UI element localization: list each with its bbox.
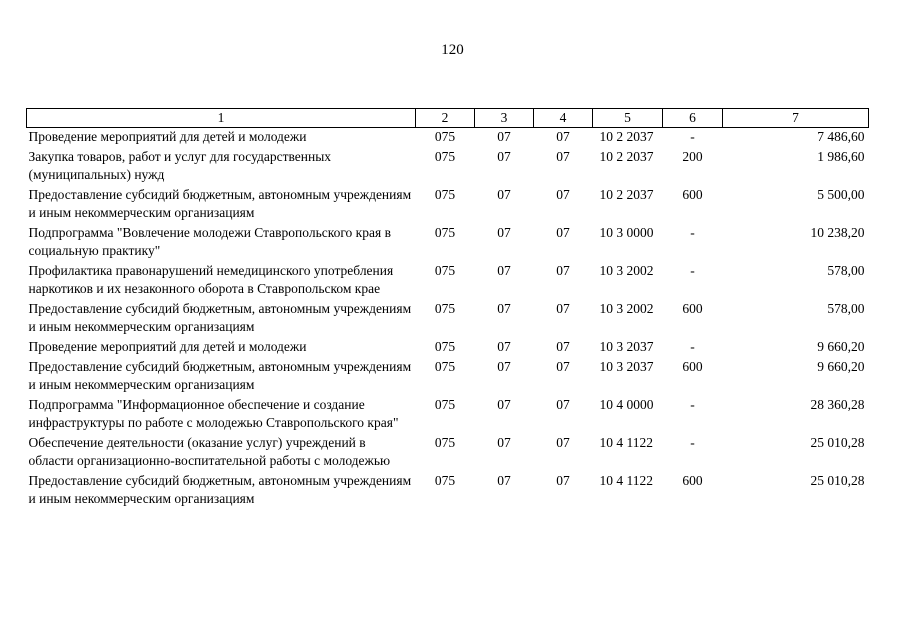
row-col3-cell: 07 [497, 263, 511, 278]
row-col2-cell: 075 [434, 339, 456, 354]
row-col7-cell: 9 660,20 [817, 359, 865, 374]
row-col5-cell: 10 3 0000 [599, 225, 654, 240]
row-col4-cell: 07 [556, 435, 570, 450]
row-name-cell: Предоставление субсидий бюджетным, автономным учреждениям и иным некоммерческим организациям [28, 187, 412, 220]
row-col7-cell: 28 360,28 [810, 397, 865, 412]
row-col6-cell: 600 [682, 301, 703, 316]
row-col5-cell: 10 2 2037 [599, 149, 654, 164]
header-row [27, 109, 869, 128]
row-col5-cell: 10 4 1122 [599, 435, 653, 450]
row-col5-cell: 10 2 2037 [599, 129, 654, 144]
row-col6-cell: 200 [682, 149, 703, 164]
row-col6-cell: - [690, 397, 695, 412]
row-col3-cell: 07 [497, 339, 511, 354]
row-col7-cell: 10 238,20 [810, 225, 865, 240]
row-col6-cell: - [690, 263, 695, 278]
row-name-cell: Подпрограмма "Информационное обеспечение и создание инфраструктуры по работе с молодежью Ставропольского края" [28, 397, 399, 430]
row-col4-cell: 07 [556, 473, 570, 488]
row-name-cell: Проведение мероприятий для детей и молодежи [28, 129, 307, 144]
row-name-cell: Предоставление субсидий бюджетным, автономным учреждениям и иным некоммерческим организациям [28, 473, 412, 506]
table-body [27, 128, 869, 511]
row-col6-cell: - [690, 129, 695, 144]
header-col-1: 1 [27, 109, 416, 128]
row-col5-cell: 10 2 2037 [599, 187, 654, 202]
table-row [27, 128, 869, 149]
row-col4-cell: 07 [556, 149, 570, 164]
row-col3-cell: 07 [497, 301, 511, 316]
row-col5-cell: 10 3 2002 [599, 301, 654, 316]
row-col7-cell: 5 500,00 [817, 187, 865, 202]
budget-table [26, 108, 869, 510]
row-col3-cell: 07 [497, 225, 511, 240]
header-col-2: 2 [416, 109, 475, 128]
row-name-cell: Предоставление субсидий бюджетным, автономным учреждениям и иным некоммерческим организациям [28, 301, 412, 334]
header-col-6: 6 [663, 109, 723, 128]
header-col-7: 7 [723, 109, 869, 128]
row-name-cell: Проведение мероприятий для детей и молодежи [28, 339, 307, 354]
row-col3-cell: 07 [497, 129, 511, 144]
row-col7-cell: 1 986,60 [817, 149, 865, 164]
row-col3-cell: 07 [497, 435, 511, 450]
row-col2-cell: 075 [434, 473, 456, 488]
row-col2-cell: 075 [434, 129, 456, 144]
row-name-cell: Обеспечение деятельности (оказание услуг) учреждений в области организационно-воспитательной работы с молодежью [28, 435, 391, 468]
table-row [27, 338, 869, 358]
table-row [27, 300, 869, 338]
row-col5-cell: 10 3 2037 [599, 339, 654, 354]
row-col5-cell: 10 4 1122 [599, 473, 653, 488]
row-col4-cell: 07 [556, 397, 570, 412]
row-col5-cell: 10 4 0000 [599, 397, 654, 412]
row-col6-cell: - [690, 339, 695, 354]
row-col7-cell: 578,00 [827, 263, 865, 278]
row-col2-cell: 075 [434, 187, 456, 202]
row-col2-cell: 075 [434, 225, 456, 240]
row-col2-cell: 075 [434, 301, 456, 316]
row-col4-cell: 07 [556, 225, 570, 240]
table-row [27, 262, 869, 300]
row-col6-cell: - [690, 225, 695, 240]
table-row [27, 472, 869, 510]
row-col6-cell: 600 [682, 187, 703, 202]
table-row [27, 186, 869, 224]
row-col2-cell: 075 [434, 435, 456, 450]
page-number: 120 [441, 42, 464, 58]
row-col4-cell: 07 [556, 339, 570, 354]
row-col6-cell: - [690, 435, 695, 450]
row-col7-cell: 25 010,28 [810, 473, 865, 488]
table-row [27, 358, 869, 396]
row-col7-cell: 7 486,60 [817, 129, 865, 144]
header-col-5: 5 [593, 109, 663, 128]
header-col-4: 4 [534, 109, 593, 128]
row-col2-cell: 075 [434, 263, 456, 278]
row-name-cell: Закупка товаров, работ и услуг для государственных (муниципальных) нужд [28, 149, 332, 182]
row-name-cell: Предоставление субсидий бюджетным, автономным учреждениям и иным некоммерческим организациям [28, 359, 412, 392]
row-col6-cell: 600 [682, 473, 703, 488]
row-col4-cell: 07 [556, 129, 570, 144]
table-header [27, 109, 869, 128]
row-col6-cell: 600 [682, 359, 703, 374]
table-row [27, 148, 869, 186]
row-col2-cell: 075 [434, 149, 456, 164]
row-col4-cell: 07 [556, 263, 570, 278]
table-row [27, 396, 869, 434]
row-col4-cell: 07 [556, 187, 570, 202]
row-col3-cell: 07 [497, 149, 511, 164]
row-col2-cell: 075 [434, 359, 456, 374]
row-col4-cell: 07 [556, 301, 570, 316]
table-row [27, 434, 869, 472]
row-col4-cell: 07 [556, 359, 570, 374]
table-row [27, 224, 869, 262]
row-col7-cell: 578,00 [827, 301, 865, 316]
row-col5-cell: 10 3 2037 [599, 359, 654, 374]
row-col3-cell: 07 [497, 359, 511, 374]
header-col-3: 3 [475, 109, 534, 128]
row-name-cell: Профилактика правонарушений немедицинского употребления наркотиков и их незаконного оборота в Ставропольском крае [28, 263, 394, 296]
row-col5-cell: 10 3 2002 [599, 263, 654, 278]
row-col3-cell: 07 [497, 473, 511, 488]
row-col7-cell: 9 660,20 [817, 339, 865, 354]
row-col7-cell: 25 010,28 [810, 435, 865, 450]
row-col3-cell: 07 [497, 187, 511, 202]
row-name-cell: Подпрограмма "Вовлечение молодежи Ставропольского края в социальную практику" [28, 225, 391, 258]
row-col3-cell: 07 [497, 397, 511, 412]
row-col2-cell: 075 [434, 397, 456, 412]
